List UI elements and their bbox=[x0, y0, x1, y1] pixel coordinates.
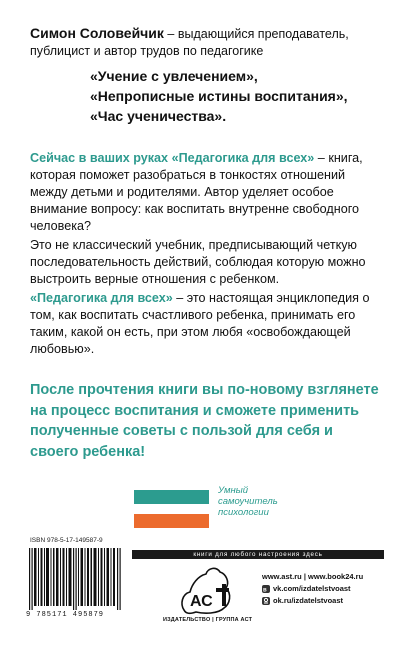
tagline-strip: книги для любого настроения здесь bbox=[132, 550, 384, 559]
description-paragraph-1 bbox=[30, 150, 382, 235]
svg-text:АС: АС bbox=[190, 593, 213, 610]
description-highlight-3: «Педагогика для всех» bbox=[30, 291, 173, 305]
description-highlight-1: Сейчас в ваших руках «Педагогика для всех» bbox=[30, 151, 315, 165]
series-line-1: Умный bbox=[218, 485, 248, 496]
series-orange-bar bbox=[134, 514, 209, 528]
svg-text:в: в bbox=[263, 587, 267, 593]
vk-link-text: vk.com/izdatelstvoast bbox=[273, 584, 351, 593]
ok-link[interactable] bbox=[262, 595, 363, 607]
series-teal-bar bbox=[134, 490, 209, 504]
closing-statement: После прочтения книги вы по-новому взглянете на процесс воспитания и сможете применить полученные советы с пользой для себя и своего ребенка! bbox=[30, 382, 379, 460]
publisher-caption: ИЗДАТЕЛЬСТВО | ГРУППА АСТ bbox=[163, 617, 253, 623]
author-intro: – выдающийся преподаватель, публицист и автор трудов по педагогике bbox=[30, 27, 349, 58]
book-title-1: «Учение с увлечением», bbox=[90, 68, 258, 84]
author-name: Симон Соловейчик bbox=[30, 25, 164, 41]
description-text-3: – это настоящая энциклопедия о том, как воспитать счастливого ребенка, принимать его таким, какой он есть, при этом любя «освобождающей любовью». bbox=[30, 291, 370, 356]
vk-link[interactable] bbox=[262, 583, 363, 595]
description-paragraph-2: Это не классический учебник, предписывающий четкую последовательность действий, соблюдая которую можно выстроить верные отношения с ребенком. bbox=[30, 238, 366, 286]
series-line-2: самоучитель bbox=[218, 496, 278, 507]
description-text-1: – книга, которая поможет разобраться в тонкостях отношений между детьми и родителями. Автор уделяет особое внимание вопросу: как воспитать внутренне свободного человека? bbox=[30, 151, 363, 233]
series-line-3: психологии bbox=[218, 507, 269, 518]
author-section bbox=[30, 25, 382, 126]
description-section bbox=[30, 150, 382, 360]
web-link-text: www.ast.ru | www.book24.ru bbox=[262, 572, 364, 581]
web-link[interactable] bbox=[262, 571, 363, 583]
vk-icon bbox=[262, 585, 270, 593]
book-title-2: «Непрописные истины воспитания», bbox=[90, 88, 348, 104]
ast-logo-icon bbox=[176, 566, 234, 616]
series-label bbox=[218, 485, 278, 518]
barcode-icon bbox=[27, 548, 125, 610]
book-title-3: «Час ученичества». bbox=[90, 108, 227, 124]
barcode-digits: 9 785171 495879 bbox=[26, 611, 105, 619]
description-paragraph-3 bbox=[30, 290, 382, 358]
isbn-text: ISBN 978-5-17-149587-9 bbox=[30, 537, 103, 544]
ok-icon bbox=[262, 597, 270, 605]
author-books bbox=[90, 66, 382, 126]
publisher-links bbox=[262, 571, 363, 607]
series-badge bbox=[134, 480, 294, 536]
ok-link-text: ok.ru/izdatelstvoast bbox=[273, 596, 344, 605]
